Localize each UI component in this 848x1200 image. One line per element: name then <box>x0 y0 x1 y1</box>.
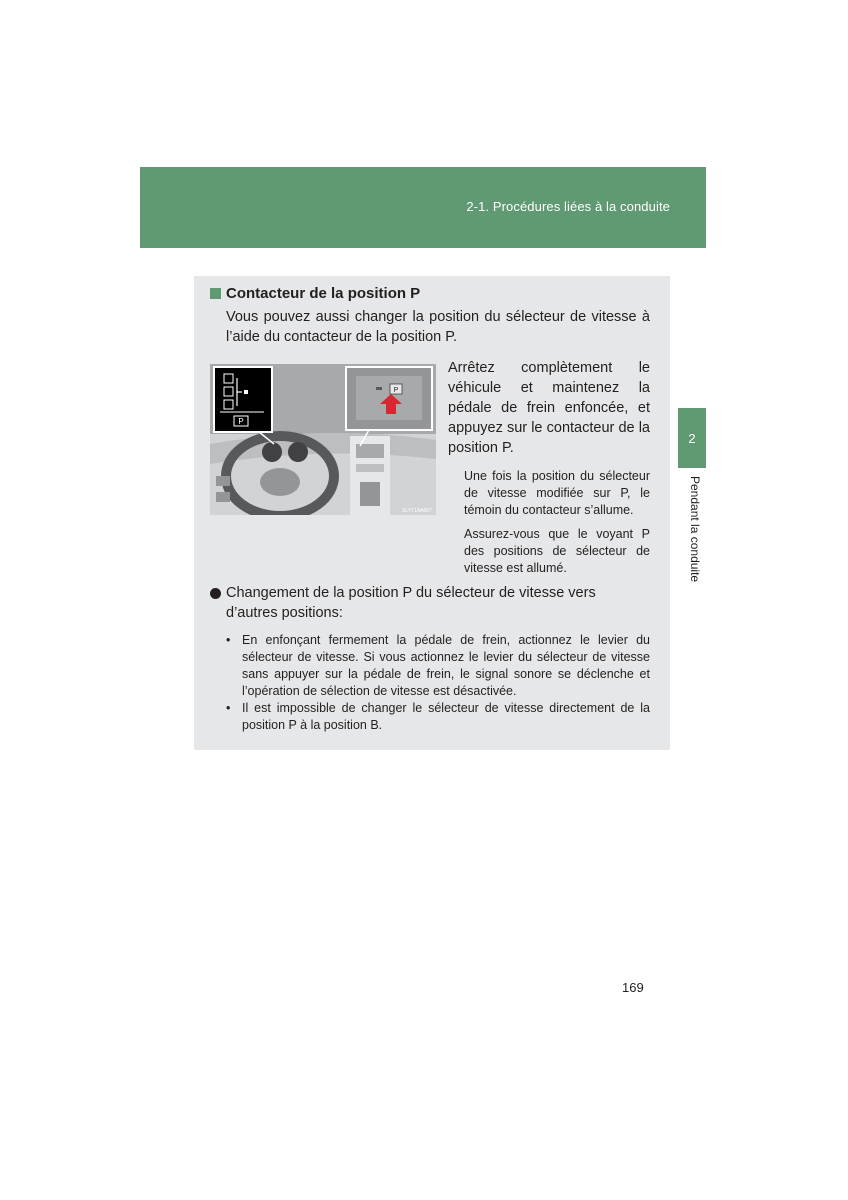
note-check-indicator: Assurez-vous que le voyant P des positions de sélecteur de vitesse est allumé. <box>464 527 650 575</box>
p-switch-label: P <box>393 387 399 394</box>
dashboard-illustration-svg <box>210 364 436 515</box>
bullet-heading-text: Changement de la position P du sélecteur de vitesse vers d’autres positions: <box>226 585 596 621</box>
left-vent <box>216 476 230 486</box>
content-box <box>194 276 670 750</box>
chapter-side-label: Pendant la conduite <box>688 476 702 583</box>
square-bullet-icon <box>210 288 221 299</box>
list-item-text: Il est impossible de changer le sélecteur de vitesse directement de la position P à la position B. <box>242 701 650 732</box>
steering-hub <box>260 468 300 496</box>
round-bullet-icon <box>210 588 221 599</box>
section-title: Contacteur de la position P <box>226 285 421 302</box>
figure-code: SLYT1AA007 <box>402 508 432 514</box>
p-switch-led <box>376 387 382 390</box>
list-bullet: • <box>226 701 231 715</box>
list-item-text: En enfonçant fermement la pédale de frein, actionnez le levier du sélecteur de vitesse. Si vous actionnez le levier du sélecteur de vitesse sans appuyer sur la pédale de frein, le signal sonore se déclenche et l’opération de sélection de vitesse est désactivée. <box>242 633 650 698</box>
instruction-list <box>226 632 650 734</box>
note-indicator-lit: Une fois la position du sélecteur de vitesse modifiée sur P, le témoin du contacteur s’allume. <box>464 469 650 517</box>
list-item <box>226 700 650 734</box>
header-band <box>140 167 706 248</box>
left-switches <box>216 492 230 502</box>
p-indicator-label: P <box>238 417 244 426</box>
header-title: 2-1. Procédures liées à la conduite <box>466 199 670 214</box>
indicator-dot <box>244 390 248 394</box>
chapter-tab[interactable]: 2 <box>678 408 706 468</box>
intro-paragraph: Vous pouvez aussi changer la position du sélecteur de vitesse à l’aide du contacteur de la position P. <box>226 309 650 345</box>
gauge-right <box>288 442 308 462</box>
list-bullet: • <box>226 633 231 647</box>
console-controls <box>356 464 384 472</box>
step-instruction: Arrêtez complètement le véhicule et maintenez la pédale de frein enfoncée, et appuyez sur le contacteur de la position P. <box>448 360 650 456</box>
list-item <box>226 632 650 700</box>
dashboard-illustration <box>210 364 436 515</box>
gear-lever-area <box>360 482 380 506</box>
bullet-heading <box>210 583 650 623</box>
page-number: 169 <box>622 980 644 995</box>
section-heading <box>210 285 420 302</box>
gauge-left <box>262 442 282 462</box>
